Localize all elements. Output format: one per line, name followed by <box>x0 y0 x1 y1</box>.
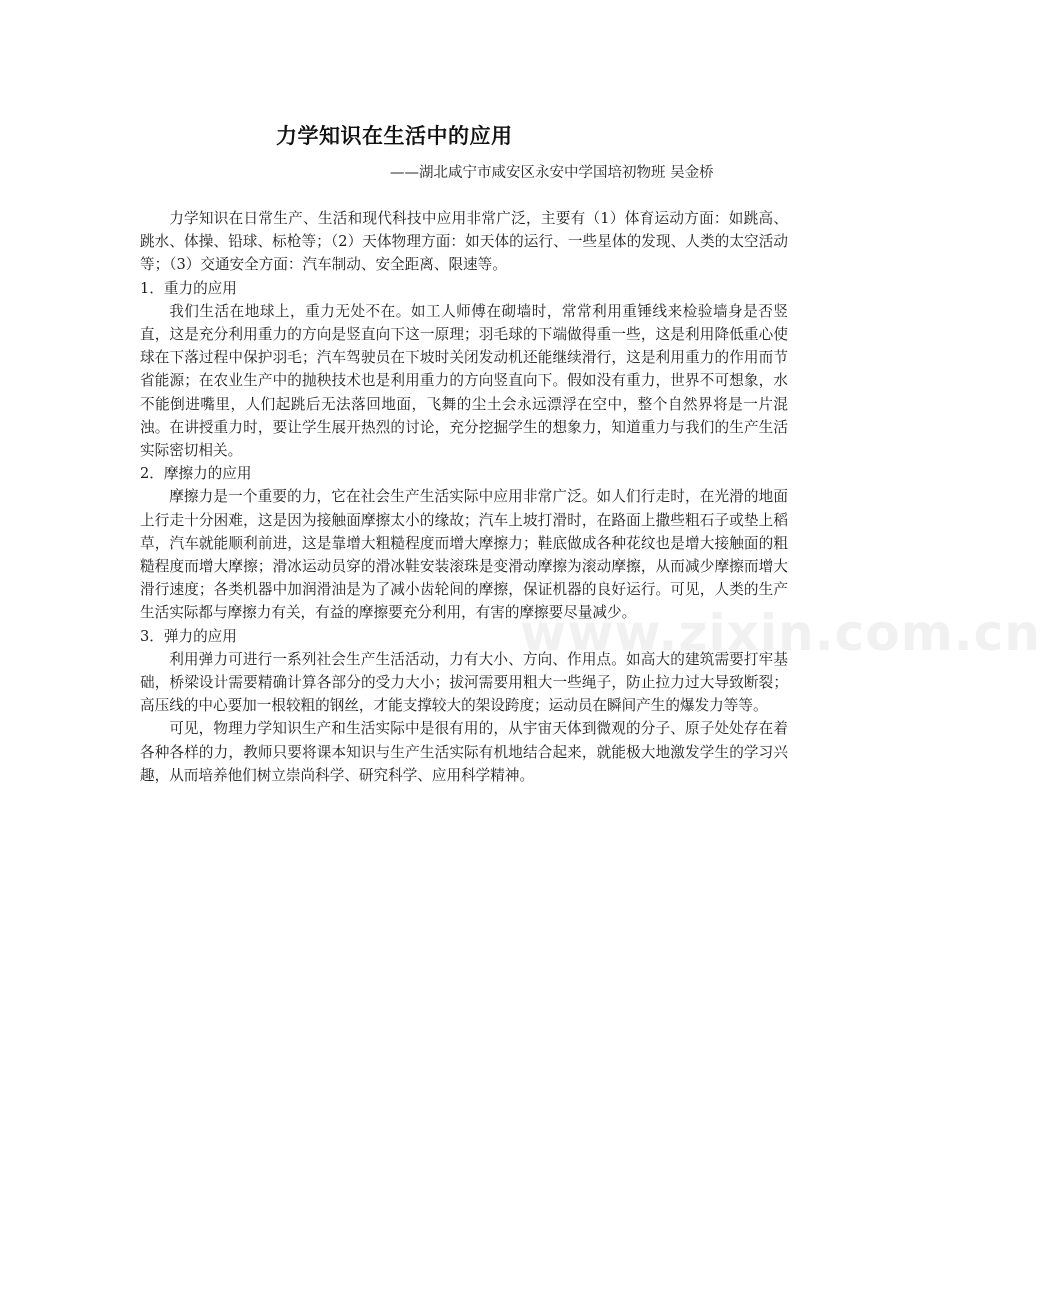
section-heading-elastic: 3．弹力的应用 <box>140 627 237 645</box>
section-body-friction: 摩擦力是一个重要的力，它在社会生产生活实际中应用非常广泛。如人们行走时，在光滑的地面上行走十分困难，这是因为接触面摩擦太小的缘故；汽车上坡打滑时，在路面上撒些粗石子或垫上稻草，汽车就能顺利前进，这是靠增大粗糙程度而增大摩擦力；鞋底做成各种花纹也是增大接触面的粗糙程度而增大摩擦；滑冰运动员穿的滑冰鞋安装滚珠是变滑动摩擦为滚动摩擦，从而减少摩擦而增大滑行速度；各类机器中加润滑油是为了减小齿轮间的摩擦，保证机器的良好运行。可见，人类的生产生活实际都与摩擦力有关，有益的摩擦要充分利用，有害的摩擦要尽量减少。 <box>140 488 788 622</box>
section-body-gravity: 我们生活在地球上，重力无处不在。如工人师傅在砌墙时，常常利用重锤线来检验墙身是否竖直，这是充分利用重力的方向是竖直向下这一原理；羽毛球的下端做得重一些，这是利用降低重心使球在下落过程中保护羽毛；汽车驾驶员在下坡时关闭发动机还能继续滑行，这是利用重力的作用而节省能源；在农业生产中的抛秧技术也是利用重力的方向竖直向下。假如没有重力，世界不可想象，水不能倒进嘴里，人们起跳后无法落回地面，飞舞的尘土会永远漂浮在空中，整个自然界将是一片混浊。在讲授重力时，要让学生展开热烈的讨论，充分挖掘学生的想象力，知道重力与我们的生产生活实际密切相关。 <box>140 302 788 460</box>
document-title: 力学知识在生活中的应用 <box>276 124 513 148</box>
section-body-elastic: 利用弹力可进行一系列社会生产生活活动，力有大小、方向、作用点。如高大的建筑需要打牢基础，桥梁设计需要精确计算各部分的受力大小；拔河需要用粗大一些绳子，防止拉力过大导致断裂；高压线的中心要加一根较粗的钢丝，才能支撑较大的架设跨度；运动员在瞬间产生的爆发力等等。 <box>140 650 788 715</box>
conclusion-paragraph: 可见，物理力学知识生产和生活实际中是很有用的，从宇宙天体到微观的分子、原子处处存在着各种各样的力，教师只要将课本知识与生产生活实际有机地结合起来，就能极大地激发学生的学习兴趣，从而培养他们树立崇尚科学、研究科学、应用科学精神。 <box>140 720 788 784</box>
section-heading-gravity: 1．重力的应用 <box>140 279 237 297</box>
section-heading-friction: 2．摩擦力的应用 <box>140 465 252 483</box>
site-watermark: www.zixin.com.cn <box>520 604 1041 662</box>
intro-paragraph: 力学知识在日常生产、生活和现代科技中应用非常广泛，主要有（1）体育运动方面：如跳高、跳水、体操、铅球、标枪等；（2）天体物理方面：如天体的运行、一些星体的发现、人类的太空活动等；（3）交通安全方面：汽车制动、安全距离、限速等。 <box>140 210 788 274</box>
document-body <box>140 207 788 787</box>
author-byline: ——湖北咸宁市咸安区永安中学国培初物班 吴金桥 <box>390 165 714 181</box>
